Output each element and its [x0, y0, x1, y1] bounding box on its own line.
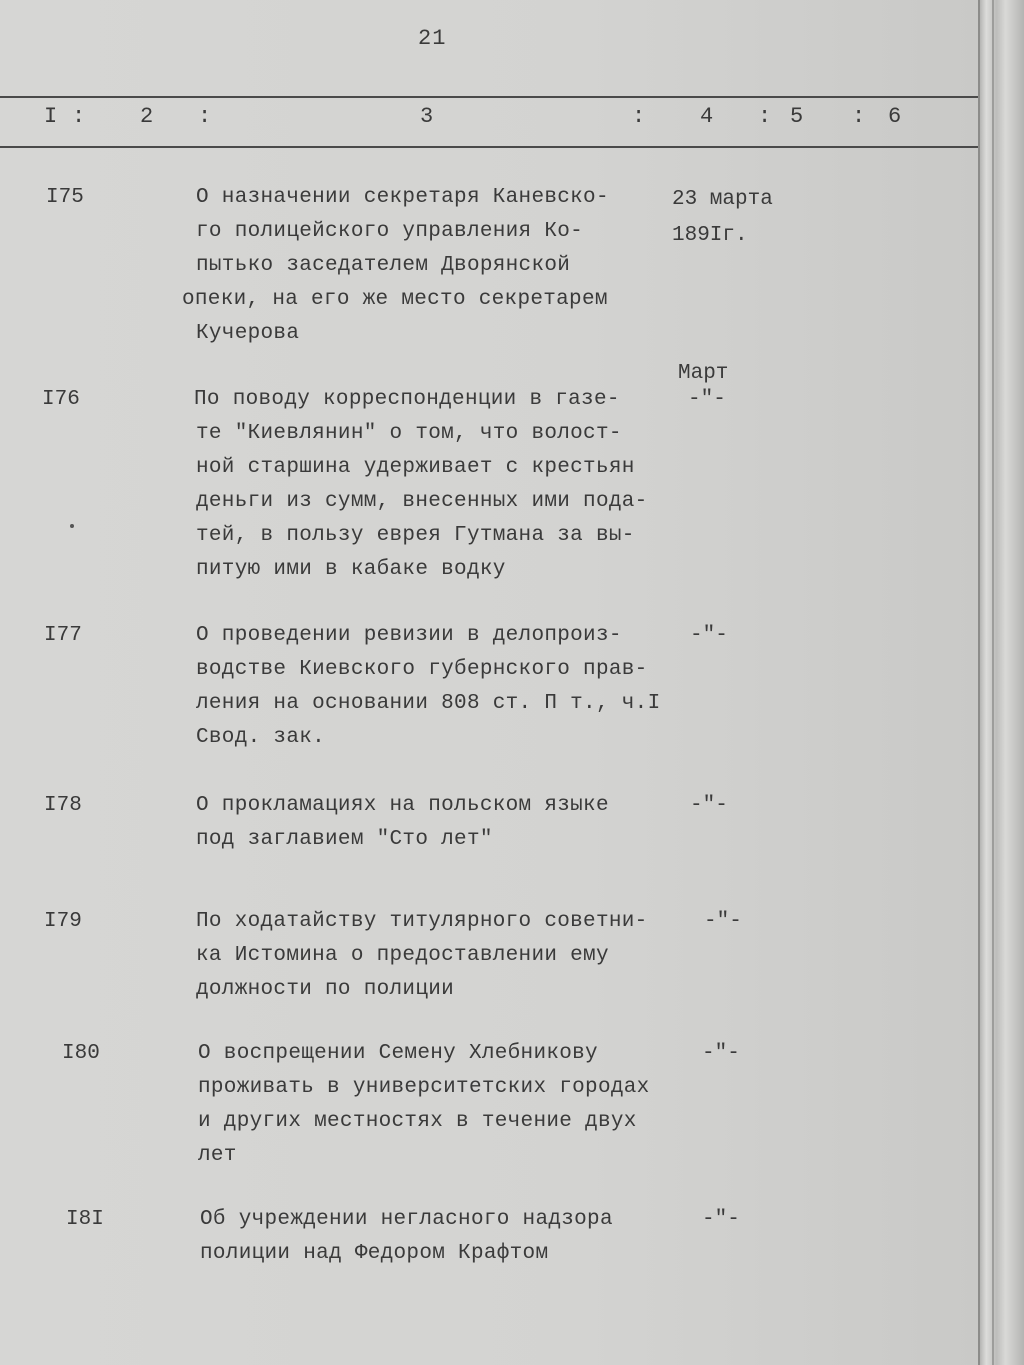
- entry-title-line: Кучерова: [196, 322, 300, 345]
- entry-title-line: О прокламациях на польском языке: [196, 794, 609, 817]
- entry-title-line: питую ими в кабаке водку: [196, 558, 506, 581]
- entry-title-line: те "Киевлянин" о том, что волост-: [196, 422, 622, 445]
- column-header-6: 6: [888, 104, 902, 129]
- entry-title-line: ка Истомина о предоставлении ему: [196, 944, 609, 967]
- entry-date: Март: [678, 362, 729, 385]
- entry-title-line: Об учреждении негласного надзора: [200, 1208, 613, 1231]
- ditto-mark: -"-: [690, 624, 728, 647]
- entry-title-line: лет: [198, 1144, 237, 1167]
- entry-number: I75: [46, 186, 84, 209]
- entry-title-line: должности по полиции: [196, 978, 455, 1001]
- entry-title-line: го полицейского управления Ко-: [196, 220, 584, 243]
- entry-number: I76: [42, 388, 80, 411]
- column-header-3: 3: [420, 104, 434, 129]
- page-edge-line: [978, 0, 980, 1365]
- paper-speck: [70, 524, 74, 528]
- entry-title-line: опеки, на его же место секретарем: [182, 288, 608, 311]
- ditto-mark: -"-: [702, 1208, 740, 1231]
- entry-number: I80: [62, 1042, 100, 1065]
- entry-title-line: О назначении секретаря Каневско-: [196, 186, 609, 209]
- page-edge-shadow: [978, 0, 1024, 1365]
- column-separator: :: [852, 104, 866, 129]
- entry-title-line: О воспрещении Семену Хлебникову: [198, 1042, 598, 1065]
- entry-title-line: под заглавием "Сто лет": [196, 828, 493, 851]
- page-edge-line: [992, 0, 994, 1365]
- entry-title-line: ления на основании 808 ст. П т., ч.I: [196, 692, 661, 715]
- entry-title-line: деньги из сумм, внесенных ими пода-: [196, 490, 648, 513]
- column-separator: :: [758, 104, 772, 129]
- page-number: 21: [418, 26, 447, 51]
- entry-title-line: По ходатайству титулярного советни-: [196, 910, 648, 933]
- entry-date: 189Iг.: [672, 224, 748, 247]
- ditto-mark: -"-: [704, 910, 742, 933]
- entry-number: I79: [44, 910, 82, 933]
- column-separator: :: [198, 104, 212, 129]
- entry-number: I8I: [66, 1208, 104, 1231]
- column-header-1: I: [44, 104, 58, 129]
- entry-title-line: ной старшина удерживает с крестьян: [196, 456, 635, 479]
- entry-title-line: Свод. зак.: [196, 726, 326, 749]
- entry-title-line: По поводу корреспонденции в газе-: [194, 388, 620, 411]
- entry-title-line: О проведении ревизии в делопроиз-: [196, 624, 622, 647]
- entry-title-line: полиции над Федором Крафтом: [200, 1242, 549, 1265]
- column-header-4: 4: [700, 104, 714, 129]
- column-header-5: 5: [790, 104, 804, 129]
- entry-title-line: тей, в пользу еврея Гутмана за вы-: [196, 524, 635, 547]
- ditto-mark: -"-: [702, 1042, 740, 1065]
- entry-title-line: и других местностях в течение двух: [198, 1110, 637, 1133]
- header-bottom-rule: [0, 146, 978, 148]
- column-separator: :: [72, 104, 86, 129]
- ditto-mark: -"-: [690, 794, 728, 817]
- entry-title-line: пытько заседателем Дворянской: [196, 254, 571, 277]
- ditto-mark: -"-: [688, 388, 726, 411]
- entry-title-line: водстве Киевского губернского прав-: [196, 658, 648, 681]
- header-top-rule: [0, 96, 978, 98]
- column-separator: :: [632, 104, 646, 129]
- entry-number: I77: [44, 624, 82, 647]
- entry-number: I78: [44, 794, 82, 817]
- column-header-2: 2: [140, 104, 154, 129]
- entry-date: 23 марта: [672, 188, 773, 211]
- entry-title-line: проживать в университетских городах: [198, 1076, 650, 1099]
